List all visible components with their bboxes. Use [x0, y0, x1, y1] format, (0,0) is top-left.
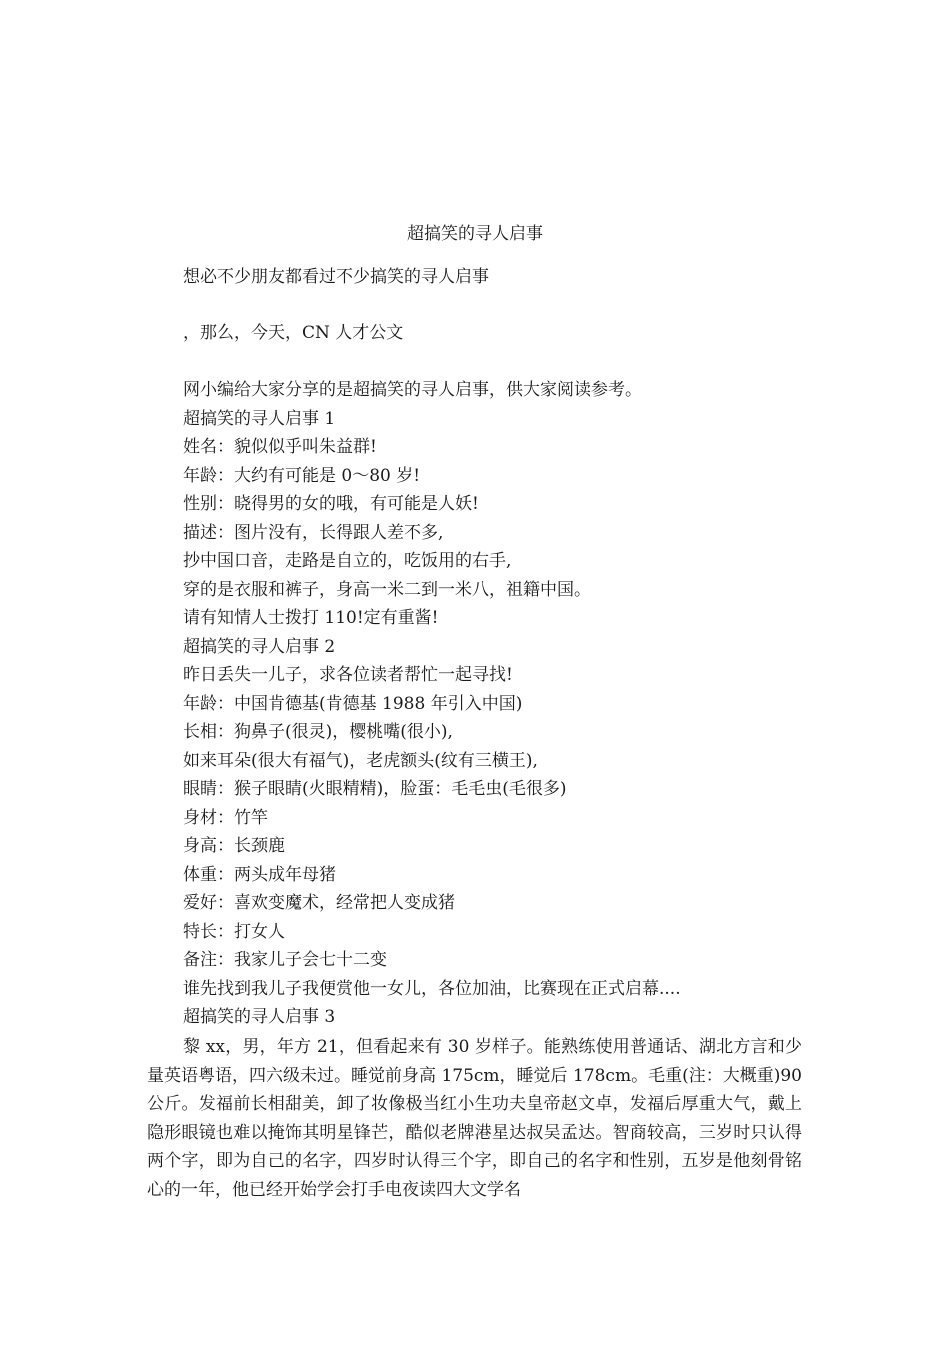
intro-line-3: 网小编给大家分享的是超搞笑的寻人启事，供大家阅读参考。 [183, 380, 642, 400]
notice2-line: 昨日丢失一儿子，求各位读者帮忙一起寻找! [183, 665, 513, 685]
notice2-line: 体重：两头成年母猪 [183, 865, 336, 885]
notice2-line: 爱好：喜欢变魔术，经常把人变成猪 [183, 893, 455, 913]
notice1-line: 年龄：大约有可能是 0～80 岁! [183, 466, 421, 486]
notice2-line: 年龄：中国肯德基(肯德基 1988 年引入中国) [183, 694, 523, 714]
notice3-paragraph: 黎 xx，男，年方 21，但看起来有 30 岁样子。能熟练使用普通话、湖北方言和少量英语粤语，四六级未过。睡觉前身高 175cm，睡觉后 178cm。毛重(注：大概重)90 公斤。发福前长相甜美，卸了妆像极当红小生功夫皇帝赵文卓，发福后厚重大气，戴上隐形眼镜也难以掩饰其明星锋芒，酷似老牌港星达叔吴孟达。智商较高，三岁时只认得两个字，即为自己的名字，四岁时认得三个字，即自己的名字和性别，五岁是他刻骨铭心的一年，他已经开始学会打手电夜读四大文学名 [147, 1037, 802, 1200]
notice2-line: 身高：长颈鹿 [183, 836, 285, 856]
notice2-line: 如来耳朵(很大有福气)，老虎额头(纹有三横王), [183, 751, 538, 771]
notice2-line: 备注：我家儿子会七十二变 [183, 950, 387, 970]
notice2-line: 谁先找到我儿子我便赏他一女儿，各位加油，比赛现在正式启幕.... [183, 979, 681, 999]
notice1-line: 描述：图片没有，长得跟人差不多, [183, 523, 444, 543]
notice1-line: 穿的是衣服和裤子，身高一米二到一米八，祖籍中国。 [183, 580, 591, 600]
notice1-line: 抄中国口音，走路是自立的，吃饭用的右手, [183, 551, 512, 571]
notice2-heading: 超搞笑的寻人启事 2 [183, 637, 336, 657]
notice2-line: 眼睛：猴子眼睛(火眼精精)，脸蛋：毛毛虫(毛很多) [183, 779, 567, 799]
document-title: 超搞笑的寻人启事 [407, 224, 543, 244]
notice2-line: 身材：竹竿 [183, 808, 268, 828]
notice2-line: 特长：打女人 [183, 922, 285, 942]
notice1-line: 姓名：貌似似乎叫朱益群! [183, 437, 377, 457]
notice1-line: 性别：晓得男的女的哦，有可能是人妖! [183, 494, 479, 514]
notice2-line: 长相：狗鼻子(很灵)，樱桃嘴(很小), [183, 722, 453, 742]
notice1-heading: 超搞笑的寻人启事 1 [183, 409, 336, 429]
intro-line-2: ，那么，今天，CN 人才公文 [183, 323, 404, 343]
notice3-heading: 超搞笑的寻人启事 3 [183, 1007, 336, 1027]
notice1-line: 请有知情人士拨打 110!定有重酱! [183, 608, 439, 628]
intro-line-1: 想必不少朋友都看过不少搞笑的寻人启事 [183, 267, 489, 287]
